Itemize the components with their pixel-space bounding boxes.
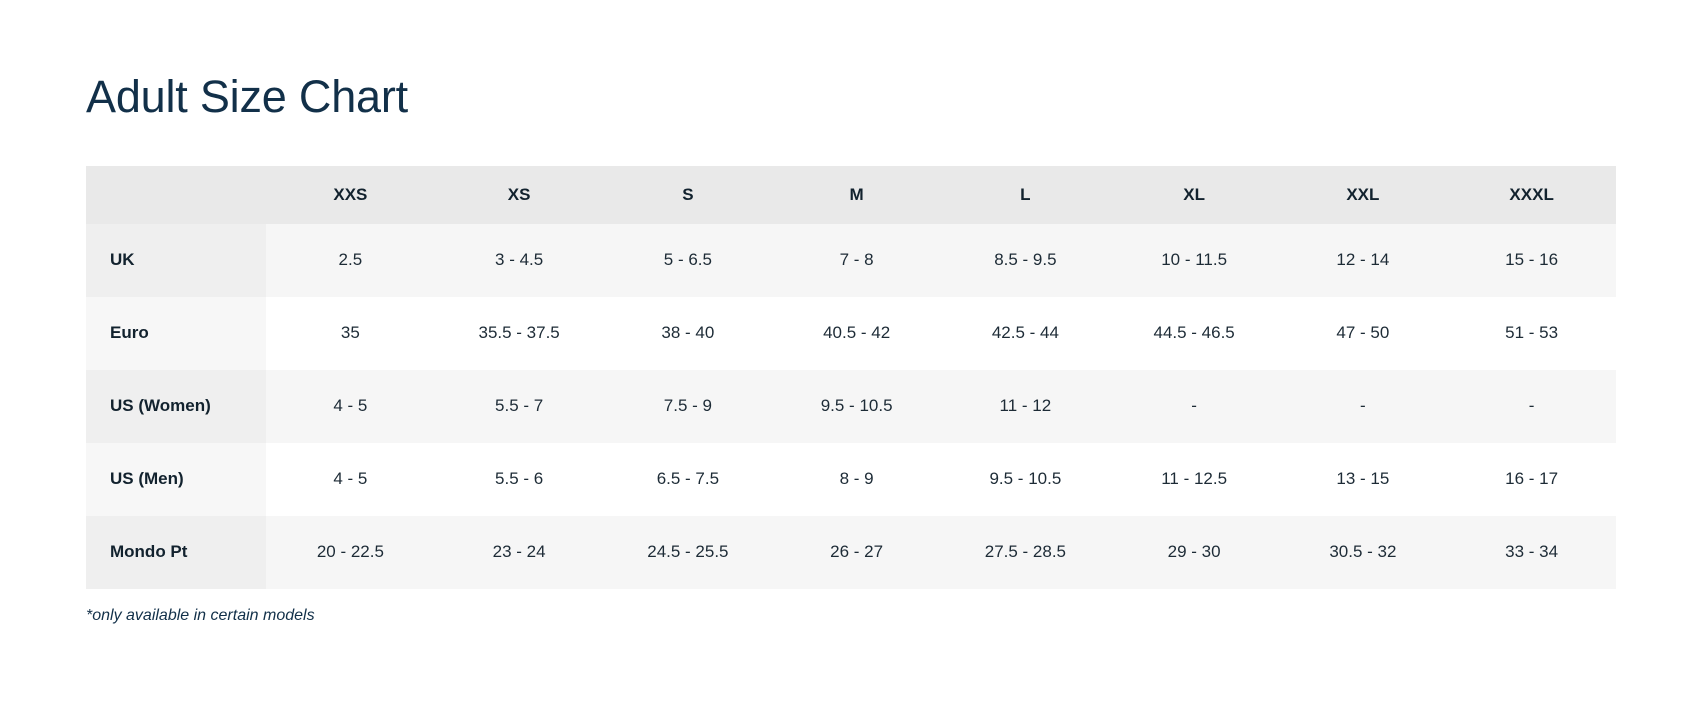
cell-mondo-xxs: 20 - 22.5 xyxy=(266,516,435,589)
cell-us-women-xl: - xyxy=(1110,370,1279,443)
table-header xyxy=(86,166,1616,224)
cell-mondo-m: 26 - 27 xyxy=(772,516,941,589)
cell-us-women-m: 9.5 - 10.5 xyxy=(772,370,941,443)
cell-us-men-xl: 11 - 12.5 xyxy=(1110,443,1279,516)
table-corner-cell xyxy=(86,166,266,224)
column-header-xxxl: XXXL xyxy=(1447,166,1616,224)
cell-us-women-l: 11 - 12 xyxy=(941,370,1110,443)
cell-euro-xs: 35.5 - 37.5 xyxy=(435,297,604,370)
cell-us-men-s: 6.5 - 7.5 xyxy=(604,443,773,516)
table-header-row xyxy=(86,166,1616,224)
cell-uk-xxxl: 15 - 16 xyxy=(1447,224,1616,297)
table-row xyxy=(86,443,1616,516)
cell-uk-xs: 3 - 4.5 xyxy=(435,224,604,297)
cell-euro-s: 38 - 40 xyxy=(604,297,773,370)
cell-us-men-l: 9.5 - 10.5 xyxy=(941,443,1110,516)
cell-us-men-xs: 5.5 - 6 xyxy=(435,443,604,516)
cell-mondo-l: 27.5 - 28.5 xyxy=(941,516,1110,589)
cell-mondo-xxl: 30.5 - 32 xyxy=(1279,516,1448,589)
cell-euro-xxl: 47 - 50 xyxy=(1279,297,1448,370)
cell-us-men-xxl: 13 - 15 xyxy=(1279,443,1448,516)
cell-uk-xxl: 12 - 14 xyxy=(1279,224,1448,297)
cell-mondo-xl: 29 - 30 xyxy=(1110,516,1279,589)
column-header-xl: XL xyxy=(1110,166,1279,224)
cell-mondo-xxxl: 33 - 34 xyxy=(1447,516,1616,589)
table-row xyxy=(86,297,1616,370)
adult-size-chart-table xyxy=(86,166,1616,589)
column-header-xs: XS xyxy=(435,166,604,224)
row-label-us-men: US (Men) xyxy=(86,443,266,516)
cell-euro-m: 40.5 - 42 xyxy=(772,297,941,370)
cell-us-women-xxs: 4 - 5 xyxy=(266,370,435,443)
cell-uk-xl: 10 - 11.5 xyxy=(1110,224,1279,297)
cell-us-men-xxs: 4 - 5 xyxy=(266,443,435,516)
cell-uk-s: 5 - 6.5 xyxy=(604,224,773,297)
footnote: *only available in certain models xyxy=(86,606,315,624)
column-header-l: L xyxy=(941,166,1110,224)
cell-mondo-s: 24.5 - 25.5 xyxy=(604,516,773,589)
cell-us-women-s: 7.5 - 9 xyxy=(604,370,773,443)
cell-us-women-xxxl: - xyxy=(1447,370,1616,443)
cell-us-men-m: 8 - 9 xyxy=(772,443,941,516)
cell-euro-xxxl: 51 - 53 xyxy=(1447,297,1616,370)
column-header-m: M xyxy=(772,166,941,224)
cell-euro-l: 42.5 - 44 xyxy=(941,297,1110,370)
cell-us-women-xxl: - xyxy=(1279,370,1448,443)
table-body xyxy=(86,224,1616,589)
column-header-xxl: XXL xyxy=(1279,166,1448,224)
cell-uk-xxs: 2.5 xyxy=(266,224,435,297)
row-label-mondo-pt: Mondo Pt xyxy=(86,516,266,589)
page-title: Adult Size Chart xyxy=(86,71,408,122)
cell-euro-xl: 44.5 - 46.5 xyxy=(1110,297,1279,370)
cell-euro-xxs: 35 xyxy=(266,297,435,370)
cell-uk-m: 7 - 8 xyxy=(772,224,941,297)
table-row xyxy=(86,224,1616,297)
cell-uk-l: 8.5 - 9.5 xyxy=(941,224,1110,297)
column-header-xxs: XXS xyxy=(266,166,435,224)
row-label-euro: Euro xyxy=(86,297,266,370)
row-label-us-women: US (Women) xyxy=(86,370,266,443)
cell-mondo-xs: 23 - 24 xyxy=(435,516,604,589)
table-row xyxy=(86,516,1616,589)
column-header-s: S xyxy=(604,166,773,224)
table-row xyxy=(86,370,1616,443)
cell-us-women-xs: 5.5 - 7 xyxy=(435,370,604,443)
cell-us-men-xxxl: 16 - 17 xyxy=(1447,443,1616,516)
row-label-uk: UK xyxy=(86,224,266,297)
